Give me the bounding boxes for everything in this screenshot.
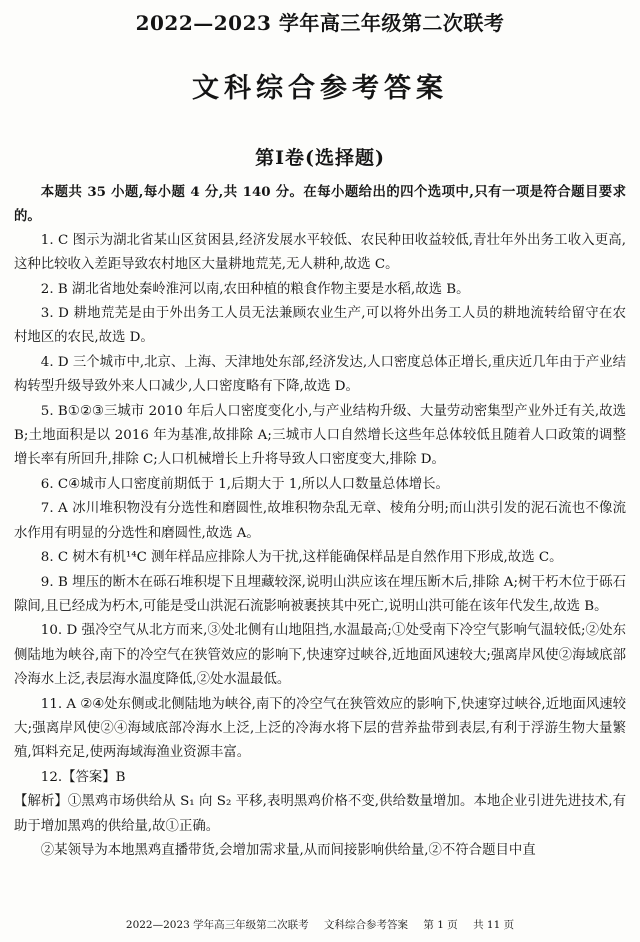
section-title: 第Ⅰ卷(选择题) (255, 147, 385, 169)
answer-item-4: 4. D 三个城市中,北京、上海、天津地处东部,经济发达,人口密度总体正增长,重庆近几年由于产业结构转型升级导致外来人口减少,人口密度略有下降,故选 D。 (14, 354, 626, 395)
answer-item-8: 8. C 树木有机¹⁴C 测年样品应排除人为干扰,这样能确保样品是自然作用下形成,故选 C。 (40, 550, 563, 566)
footer-subject: 文科综合参考答案 (324, 919, 409, 931)
answer-item-3: 3. D 耕地荒芜是由于外出务工人员无法兼顾农业生产,可以将外出务工人员的耕地流转给留守在农村地区的农民,故选 D。 (14, 306, 626, 346)
footer-page-number: 第 1 页 (423, 919, 458, 931)
answer-item-12-analysis-cont: ②某领导为本地黑鸡直播带货,会增加需求量,从而间接影响供给量,②不符合题目中直 (40, 842, 536, 858)
section-instructions: 本题共 35 小题,每小题 4 分,共 140 分。在每小题给出的四个选项中,只有一项是符合题目要求的。 (14, 184, 626, 225)
answer-item-12: 12.【答案】B (40, 769, 126, 785)
answer-body (14, 180, 626, 863)
answer-item-11: 11. A ②④处东侧或北侧陆地为峡谷,南下的冷空气在狭管效应的影响下,快速穿过峡谷,近地面风速较大;强离岸风使②④海域底部冷海水上泛,上泛的冷海水将下层的营养盐带到表层,有利于浮游生物大量繁殖,饵料充足,使两海域海渔业资源丰富。 (14, 696, 626, 761)
page-footer (0, 918, 640, 932)
answer-item-2: 2. B 湖北省地处秦岭淮河以南,农田种植的粮食作物主要是水稻,故选 B。 (40, 281, 470, 297)
exam-header: 2022—2023 学年高三年级第二次联考 (135, 11, 505, 35)
answer-item-7: 7. A 冰川堆积物没有分选性和磨圆性,故堆积物杂乱无章、棱角分明;而山洪引发的泥石流也不像流水作用有明显的分选性和磨圆性,故选 A。 (14, 501, 626, 541)
answer-item-9: 9. B 埋压的断木在砾石堆积堤下且埋藏较深,说明山洪应该在埋压断木后,排除 A;树干朽木位于砾石隙间,且已经成为朽木,可能是受山洪泥石流影响被裹挟其中死亡,说明山洪可能在该年代发生,故选 B。 (14, 574, 626, 614)
answer-item-1: 1. C 图示为湖北省某山区贫困县,经济发展水平较低、农民种田收益较低,青壮年外出务工收入更高,这种比较收入差距导致农村地区大量耕地荒芜,无人耕种,故选 C。 (14, 232, 626, 273)
footer-exam: 2022—2023 学年高三年级第二次联考 (125, 919, 309, 931)
answer-item-6: 6. C④城市人口密度前期低于 1,后期大于 1,所以人口数量总体增长。 (40, 476, 449, 492)
answer-item-5: 5. B①②③三城市 2010 年后人口密度变化小,与产业结构升级、大量劳动密集型产业外迁有关,故选 B;土地面积是以 2016 年为基准,故排除 A;三城市人口自然增长这些年总体较低且随着人口政策的调整增长率有所回升,排除 C;人口机械增长上升将导致人口密度变大,排除 D。 (14, 403, 626, 468)
answer-item-10: 10. D 强冷空气从北方而来,③处北侧有山地阻挡,水温最高;①处受南下冷空气影响气温较低;②处东侧陆地为峡谷,南下的冷空气在狭管效应的影响下,快速穿过峡谷,近地面风速较大;强离岸风使②海域底部冷海水上泛,表层海水温度降低,②处水温最低。 (14, 623, 626, 688)
document-title: 文科综合参考答案 (192, 73, 448, 104)
answer-item-12-analysis: 【解析】①黑鸡市场供给从 S₁ 向 S₂ 平移,表明黑鸡价格不变,供给数量增加。本地企业引进先进技术,有助于增加黑鸡的供给量,故①正确。 (14, 794, 626, 834)
footer-total-pages: 共 11 页 (473, 919, 515, 931)
